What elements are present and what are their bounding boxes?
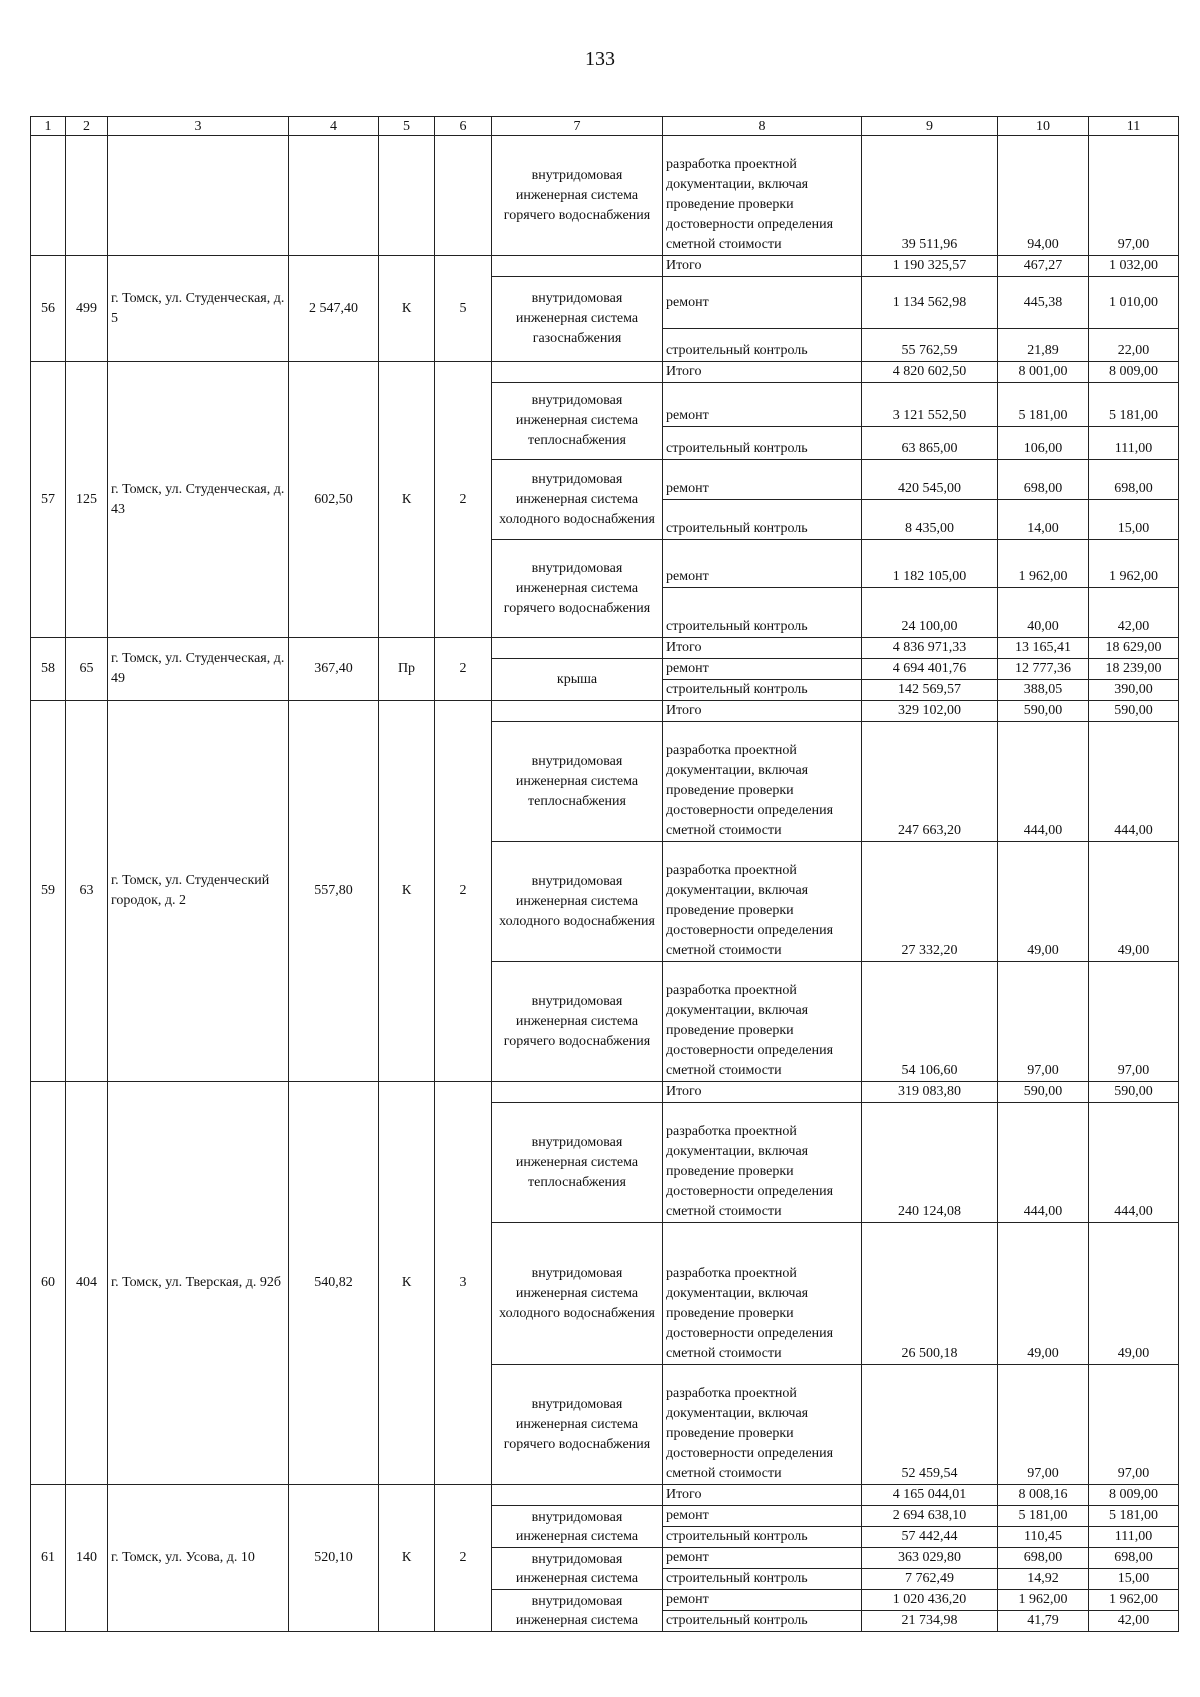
col-header: 1: [31, 117, 66, 136]
value-cell: 15,00: [1089, 500, 1179, 540]
value-cell: 13 165,41: [998, 638, 1089, 659]
column-number-row: [31, 117, 1179, 136]
col-header: 3: [108, 117, 289, 136]
value-cell: 49,00: [1089, 1223, 1179, 1365]
value-cell: 247 663,20: [862, 722, 998, 842]
table-row: [31, 638, 1179, 659]
system-cell: внутридомовая инженерная система холодного водоснабжения: [492, 842, 663, 962]
value-cell: 5 181,00: [1089, 383, 1179, 427]
value-cell: 590,00: [998, 1082, 1089, 1103]
value-cell: 14,92: [998, 1569, 1089, 1590]
col-header: 8: [663, 117, 862, 136]
system-cell: внутридомовая инженерная система теплоснабжения: [492, 722, 663, 842]
area: 367,40: [289, 638, 379, 701]
col-header: 9: [862, 117, 998, 136]
area: 540,82: [289, 1082, 379, 1485]
value-cell: 52 459,54: [862, 1365, 998, 1485]
work-type-cell: строительный контроль: [663, 1569, 862, 1590]
value-cell: 2 694 638,10: [862, 1506, 998, 1527]
table-row: [31, 136, 1179, 256]
page-number: 133: [585, 48, 615, 70]
system-cell: внутридомовая инженерная система горячего водоснабжения: [492, 962, 663, 1082]
value-cell: 698,00: [1089, 1548, 1179, 1569]
work-type-cell: строительный контроль: [663, 588, 862, 638]
work-type-cell: разработка проектной документации, включая проведение проверки достоверности определения сметной стоимости: [663, 1223, 862, 1365]
work-type-cell: Итого: [663, 1082, 862, 1103]
value-cell: 97,00: [1089, 136, 1179, 256]
work-type-cell: разработка проектной документации, включая проведение проверки достоверности определения сметной стоимости: [663, 136, 862, 256]
col-header: 5: [379, 117, 435, 136]
value-cell: 319 083,80: [862, 1082, 998, 1103]
work-type-cell: разработка проектной документации, включая проведение проверки достоверности определения сметной стоимости: [663, 722, 862, 842]
value-cell: 5 181,00: [1089, 1506, 1179, 1527]
work-type-cell: строительный контроль: [663, 680, 862, 701]
value-cell: 97,00: [1089, 1365, 1179, 1485]
row-number: 60: [31, 1082, 66, 1485]
col-header: 10: [998, 117, 1089, 136]
value-cell: 110,45: [998, 1527, 1089, 1548]
value-cell: 49,00: [998, 1223, 1089, 1365]
value-cell: 12 777,36: [998, 659, 1089, 680]
table-row: [31, 701, 1179, 722]
value-cell: 698,00: [998, 1548, 1089, 1569]
value-cell: 8 001,00: [998, 362, 1089, 383]
work-type-cell: Итого: [663, 1485, 862, 1506]
work-type-cell: Итого: [663, 638, 862, 659]
value-cell: 240 124,08: [862, 1103, 998, 1223]
work-type-cell: ремонт: [663, 540, 862, 588]
value-cell: 444,00: [1089, 722, 1179, 842]
value-cell: 1 020 436,20: [862, 1590, 998, 1611]
area: 2 547,40: [289, 256, 379, 362]
value-cell: 27 332,20: [862, 842, 998, 962]
count: 5: [435, 256, 492, 362]
value-cell: 444,00: [998, 722, 1089, 842]
value-cell: 590,00: [1089, 1082, 1179, 1103]
work-type-cell: разработка проектной документации, включая проведение проверки достоверности определения сметной стоимости: [663, 962, 862, 1082]
work-type-cell: ремонт: [663, 277, 862, 329]
work-type-cell: ремонт: [663, 1548, 862, 1569]
value-cell: 329 102,00: [862, 701, 998, 722]
col-header: 2: [66, 117, 108, 136]
value-cell: 390,00: [1089, 680, 1179, 701]
system-cell: внутридомовая инженерная система горячего водоснабжения: [492, 540, 663, 638]
value-cell: 4 836 971,33: [862, 638, 998, 659]
value-cell: 4 694 401,76: [862, 659, 998, 680]
method: Пр: [379, 638, 435, 701]
value-cell: 590,00: [998, 701, 1089, 722]
value-cell: 1 962,00: [1089, 1590, 1179, 1611]
method: К: [379, 701, 435, 1082]
work-type-cell: Итого: [663, 701, 862, 722]
address: г. Томск, ул. Студенческая, д. 49: [108, 638, 289, 701]
method: К: [379, 1485, 435, 1632]
value-cell: 54 106,60: [862, 962, 998, 1082]
value-cell: 445,38: [998, 277, 1089, 329]
value-cell: 40,00: [998, 588, 1089, 638]
value-cell: 1 962,00: [998, 540, 1089, 588]
area: 520,10: [289, 1485, 379, 1632]
house-id: 125: [66, 362, 108, 638]
house-id: 63: [66, 701, 108, 1082]
address: г. Томск, ул. Усова, д. 10: [108, 1485, 289, 1632]
col-header: 6: [435, 117, 492, 136]
house-id: 140: [66, 1485, 108, 1632]
col-header: 7: [492, 117, 663, 136]
value-cell: 39 511,96: [862, 136, 998, 256]
row-number: 57: [31, 362, 66, 638]
value-cell: 8 435,00: [862, 500, 998, 540]
value-cell: 49,00: [1089, 842, 1179, 962]
count: 2: [435, 1485, 492, 1632]
work-type-cell: ремонт: [663, 659, 862, 680]
work-type-cell: строительный контроль: [663, 1611, 862, 1632]
system-cell: внутридомовая инженерная система горячего водоснабжения: [492, 136, 663, 256]
house-id: 404: [66, 1082, 108, 1485]
method: К: [379, 1082, 435, 1485]
value-cell: 42,00: [1089, 588, 1179, 638]
col-header: 4: [289, 117, 379, 136]
value-cell: 363 029,80: [862, 1548, 998, 1569]
work-type-cell: ремонт: [663, 1506, 862, 1527]
system-cell: внутридомовая инженерная система горячего водоснабжения: [492, 1365, 663, 1485]
table-row: [31, 362, 1179, 383]
method: К: [379, 362, 435, 638]
value-cell: 1 962,00: [998, 1590, 1089, 1611]
row-number: 58: [31, 638, 66, 701]
value-cell: 41,79: [998, 1611, 1089, 1632]
system-cell: внутридомовая инженерная система холодного водоснабжения: [492, 460, 663, 540]
value-cell: 63 865,00: [862, 427, 998, 460]
value-cell: 3 121 552,50: [862, 383, 998, 427]
value-cell: 94,00: [998, 136, 1089, 256]
value-cell: 106,00: [998, 427, 1089, 460]
value-cell: 420 545,00: [862, 460, 998, 500]
address: г. Томск, ул. Студенческая, д. 5: [108, 256, 289, 362]
work-type-cell: ремонт: [663, 460, 862, 500]
table-row: [31, 256, 1179, 277]
value-cell: 111,00: [1089, 427, 1179, 460]
address: г. Томск, ул. Тверская, д. 92б: [108, 1082, 289, 1485]
value-cell: 8 008,16: [998, 1485, 1089, 1506]
value-cell: 8 009,00: [1089, 362, 1179, 383]
value-cell: 1 010,00: [1089, 277, 1179, 329]
work-type-cell: строительный контроль: [663, 1527, 862, 1548]
value-cell: 388,05: [998, 680, 1089, 701]
value-cell: 7 762,49: [862, 1569, 998, 1590]
system-cell: внутридомовая инженерная система: [492, 1548, 663, 1590]
value-cell: 49,00: [998, 842, 1089, 962]
house-id: 499: [66, 256, 108, 362]
method: К: [379, 256, 435, 362]
value-cell: 97,00: [998, 1365, 1089, 1485]
value-cell: 4 165 044,01: [862, 1485, 998, 1506]
value-cell: 57 442,44: [862, 1527, 998, 1548]
work-type-cell: Итого: [663, 362, 862, 383]
table-row: [31, 1485, 1179, 1506]
value-cell: 24 100,00: [862, 588, 998, 638]
value-cell: 5 181,00: [998, 1506, 1089, 1527]
system-cell: внутридомовая инженерная система теплоснабжения: [492, 383, 663, 460]
value-cell: 22,00: [1089, 329, 1179, 362]
count: 3: [435, 1082, 492, 1485]
system-cell: внутридомовая инженерная система холодного водоснабжения: [492, 1223, 663, 1365]
address: г. Томск, ул. Студенческий городок, д. 2: [108, 701, 289, 1082]
value-cell: 42,00: [1089, 1611, 1179, 1632]
value-cell: 21,89: [998, 329, 1089, 362]
value-cell: 467,27: [998, 256, 1089, 277]
system-cell: внутридомовая инженерная система газоснабжения: [492, 277, 663, 362]
value-cell: 1 134 562,98: [862, 277, 998, 329]
work-type-cell: Итого: [663, 256, 862, 277]
value-cell: 1 182 105,00: [862, 540, 998, 588]
address: г. Томск, ул. Студенческая, д. 43: [108, 362, 289, 638]
col-header: 11: [1089, 117, 1179, 136]
value-cell: 18 629,00: [1089, 638, 1179, 659]
value-cell: 1 032,00: [1089, 256, 1179, 277]
repair-register-table: [30, 116, 1179, 1632]
value-cell: 444,00: [998, 1103, 1089, 1223]
value-cell: 97,00: [998, 962, 1089, 1082]
work-type-cell: строительный контроль: [663, 329, 862, 362]
work-type-cell: разработка проектной документации, включая проведение проверки достоверности определения сметной стоимости: [663, 1365, 862, 1485]
system-cell: внутридомовая инженерная система: [492, 1506, 663, 1548]
system-cell: внутридомовая инженерная система теплоснабжения: [492, 1103, 663, 1223]
count: 2: [435, 701, 492, 1082]
value-cell: 1 962,00: [1089, 540, 1179, 588]
value-cell: 4 820 602,50: [862, 362, 998, 383]
house-id: 65: [66, 638, 108, 701]
row-number: 59: [31, 701, 66, 1082]
count: 2: [435, 638, 492, 701]
value-cell: 142 569,57: [862, 680, 998, 701]
value-cell: 444,00: [1089, 1103, 1179, 1223]
value-cell: 26 500,18: [862, 1223, 998, 1365]
table-row: [31, 1082, 1179, 1103]
work-type-cell: разработка проектной документации, включая проведение проверки достоверности определения сметной стоимости: [663, 1103, 862, 1223]
value-cell: 698,00: [998, 460, 1089, 500]
system-cell: внутридомовая инженерная система: [492, 1590, 663, 1632]
row-number: 61: [31, 1485, 66, 1632]
work-type-cell: строительный контроль: [663, 427, 862, 460]
work-type-cell: ремонт: [663, 1590, 862, 1611]
row-number: 56: [31, 256, 66, 362]
area: 602,50: [289, 362, 379, 638]
work-type-cell: ремонт: [663, 383, 862, 427]
value-cell: 21 734,98: [862, 1611, 998, 1632]
system-cell: крыша: [492, 659, 663, 701]
value-cell: 15,00: [1089, 1569, 1179, 1590]
value-cell: 5 181,00: [998, 383, 1089, 427]
area: 557,80: [289, 701, 379, 1082]
value-cell: 8 009,00: [1089, 1485, 1179, 1506]
value-cell: 18 239,00: [1089, 659, 1179, 680]
value-cell: 97,00: [1089, 962, 1179, 1082]
value-cell: 111,00: [1089, 1527, 1179, 1548]
value-cell: 698,00: [1089, 460, 1179, 500]
work-type-cell: строительный контроль: [663, 500, 862, 540]
value-cell: 55 762,59: [862, 329, 998, 362]
value-cell: 14,00: [998, 500, 1089, 540]
value-cell: 1 190 325,57: [862, 256, 998, 277]
count: 2: [435, 362, 492, 638]
value-cell: 590,00: [1089, 701, 1179, 722]
work-type-cell: разработка проектной документации, включая проведение проверки достоверности определения сметной стоимости: [663, 842, 862, 962]
